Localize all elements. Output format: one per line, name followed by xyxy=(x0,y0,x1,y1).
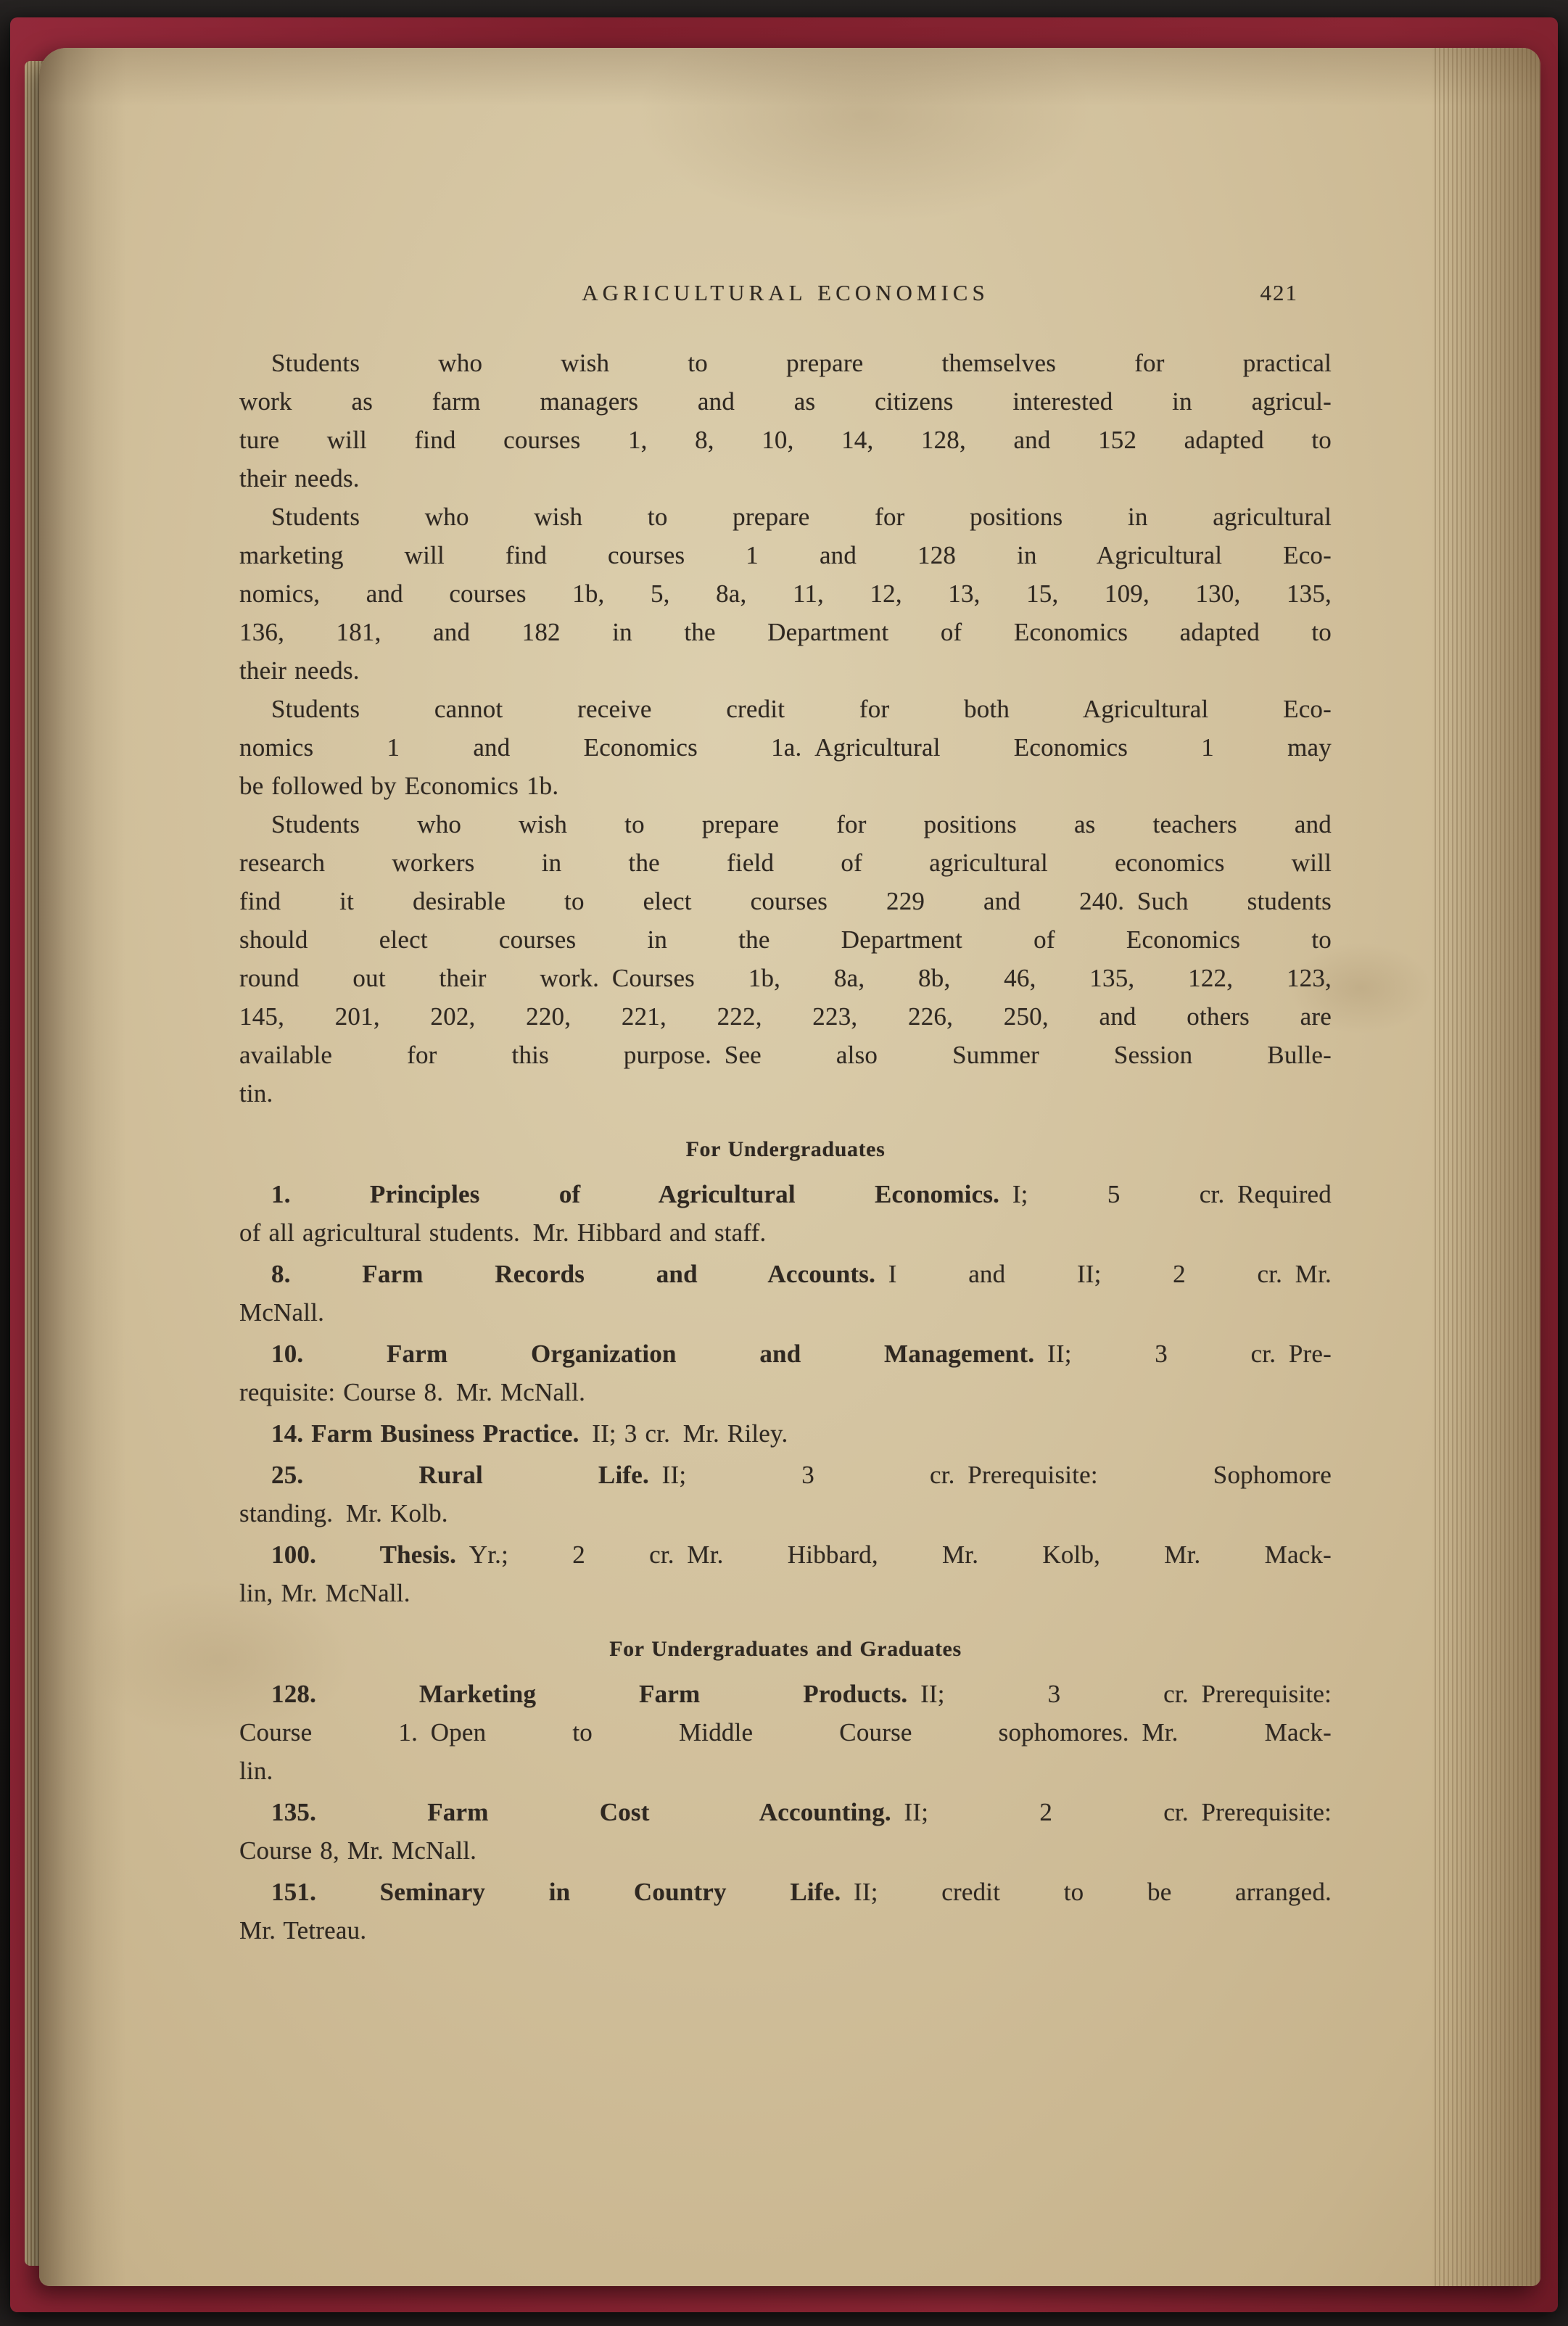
course-number-title: 100. Thesis. xyxy=(271,1541,457,1569)
course-entry xyxy=(239,1793,1332,1870)
course-line xyxy=(239,1255,1332,1293)
course-number-title: 151. Seminary in Country Life. xyxy=(271,1878,841,1906)
course-entry xyxy=(239,1255,1332,1332)
gutter-shadow xyxy=(39,48,126,2286)
paragraph xyxy=(239,498,1332,690)
text-line: tin. xyxy=(239,1079,273,1108)
section-heading: For Undergraduates xyxy=(685,1137,886,1161)
text-line: marketing will find courses 1 and 128 in Agricultural Eco- xyxy=(239,541,1332,569)
course-number-title: 135. Farm Cost Accounting. xyxy=(271,1798,891,1826)
course-line: of all agricultural students. Mr. Hibbard and staff. xyxy=(239,1218,767,1247)
course-details: I; 5 cr. Required xyxy=(999,1180,1332,1208)
section-heading: For Undergraduates and Graduates xyxy=(609,1637,962,1661)
course-line xyxy=(239,1535,1332,1574)
text-line: nomics 1 and Economics 1a. Agricultural Economics 1 may xyxy=(239,733,1332,762)
book-page xyxy=(39,48,1540,2286)
course-entry xyxy=(239,1456,1332,1533)
course-entry xyxy=(239,1335,1332,1411)
page-top-shadow xyxy=(39,48,1540,106)
course-line xyxy=(239,1414,1332,1453)
course-entry xyxy=(239,1175,1332,1252)
course-details: II; credit to be arranged. xyxy=(841,1878,1332,1906)
text-line: Students who wish to prepare for positions as teachers and xyxy=(271,810,1332,838)
course-entry xyxy=(239,1675,1332,1790)
text-line: Students cannot receive credit for both Agricultural Eco- xyxy=(271,695,1332,723)
text-line: work as farm managers and as citizens interested in agricul- xyxy=(239,387,1332,416)
course-line: Mr. Tetreau. xyxy=(239,1916,367,1944)
text-line: 145, 201, 202, 220, 221, 222, 223, 226, 250, and others are xyxy=(239,1002,1332,1031)
course-details: I and II; 2 cr. Mr. xyxy=(875,1260,1332,1288)
text-line: round out their work. Courses 1b, 8a, 8b, 46, 135, 122, 123, xyxy=(239,964,1332,992)
course-line: lin. xyxy=(239,1757,273,1785)
paragraph xyxy=(239,805,1332,1113)
course-line: lin, Mr. McNall. xyxy=(239,1579,410,1607)
course-line: McNall. xyxy=(239,1298,325,1327)
course-line xyxy=(239,1456,1332,1494)
course-entry xyxy=(239,1873,1332,1950)
course-line xyxy=(239,1873,1332,1911)
text-line: Students who wish to prepare themselves for practical xyxy=(271,349,1332,377)
text-line: their needs. xyxy=(239,464,360,492)
course-number-title: 128. Marketing Farm Products. xyxy=(271,1680,908,1708)
text-line: their needs. xyxy=(239,656,360,685)
text-line: nomics, and courses 1b, 5, 8a, 11, 12, 13, 15, 109, 130, 135, xyxy=(239,580,1332,608)
course-line xyxy=(239,1793,1332,1831)
text-line: Students who wish to prepare for positions in agricultural xyxy=(271,503,1332,531)
running-header-title: AGRICULTURAL ECONOMICS xyxy=(582,280,989,305)
section-for-undergraduates xyxy=(239,1133,1332,1612)
page-content xyxy=(239,277,1332,1950)
course-details: II; 3 cr. Prerequisite: xyxy=(907,1680,1332,1708)
paragraph xyxy=(239,690,1332,805)
paragraph xyxy=(239,344,1332,498)
course-number-title: 8. Farm Records and Accounts. xyxy=(271,1260,876,1288)
course-details: II; 3 cr. Prerequisite: Sophomore xyxy=(648,1461,1332,1489)
course-details: II; 2 cr. Prerequisite: xyxy=(891,1798,1332,1826)
text-line: should elect courses in the Department of Economics to xyxy=(239,925,1332,954)
text-line: 136, 181, and 182 in the Department of Economics adapted to xyxy=(239,618,1332,646)
page-number: 421 xyxy=(1260,280,1298,305)
text-line: research workers in the field of agricultural economics will xyxy=(239,849,1332,877)
course-details: II; 3 cr. Pre- xyxy=(1034,1340,1332,1368)
course-number-title: 14. Farm Business Practice. xyxy=(271,1419,579,1448)
course-line: Course 8, Mr. McNall. xyxy=(239,1836,477,1865)
text-line: find it desirable to elect courses 229 and 240. Such students xyxy=(239,887,1332,915)
course-entry xyxy=(239,1414,1332,1453)
course-line xyxy=(239,1675,1332,1713)
text-line: available for this purpose. See also Summer Session Bulle- xyxy=(239,1041,1332,1069)
text-line: be followed by Economics 1b. xyxy=(239,772,559,800)
course-line: requisite: Course 8. Mr. McNall. xyxy=(239,1378,586,1406)
course-number-title: 25. Rural Life. xyxy=(271,1461,649,1489)
section-for-undergraduates-and-graduates xyxy=(239,1633,1332,1950)
text-line: ture will find courses 1, 8, 10, 14, 128, and 152 adapted to xyxy=(239,426,1332,454)
course-line xyxy=(239,1335,1332,1373)
course-line: Course 1. Open to Middle Course sophomores. Mr. Mack- xyxy=(239,1718,1332,1746)
course-line: standing. Mr. Kolb. xyxy=(239,1499,448,1527)
course-details: II; 3 cr. Mr. Riley. xyxy=(579,1419,788,1448)
course-number-title: 10. Farm Organization and Management. xyxy=(271,1340,1035,1368)
course-number-title: 1. Principles of Agricultural Economics. xyxy=(271,1180,1000,1208)
course-entry xyxy=(239,1535,1332,1612)
running-header xyxy=(239,277,1332,309)
course-details: Yr.; 2 cr. Mr. Hibbard, Mr. Kolb, Mr. Mack- xyxy=(456,1541,1332,1569)
course-line xyxy=(239,1175,1332,1213)
fore-edge-page-stack xyxy=(1432,48,1540,2286)
